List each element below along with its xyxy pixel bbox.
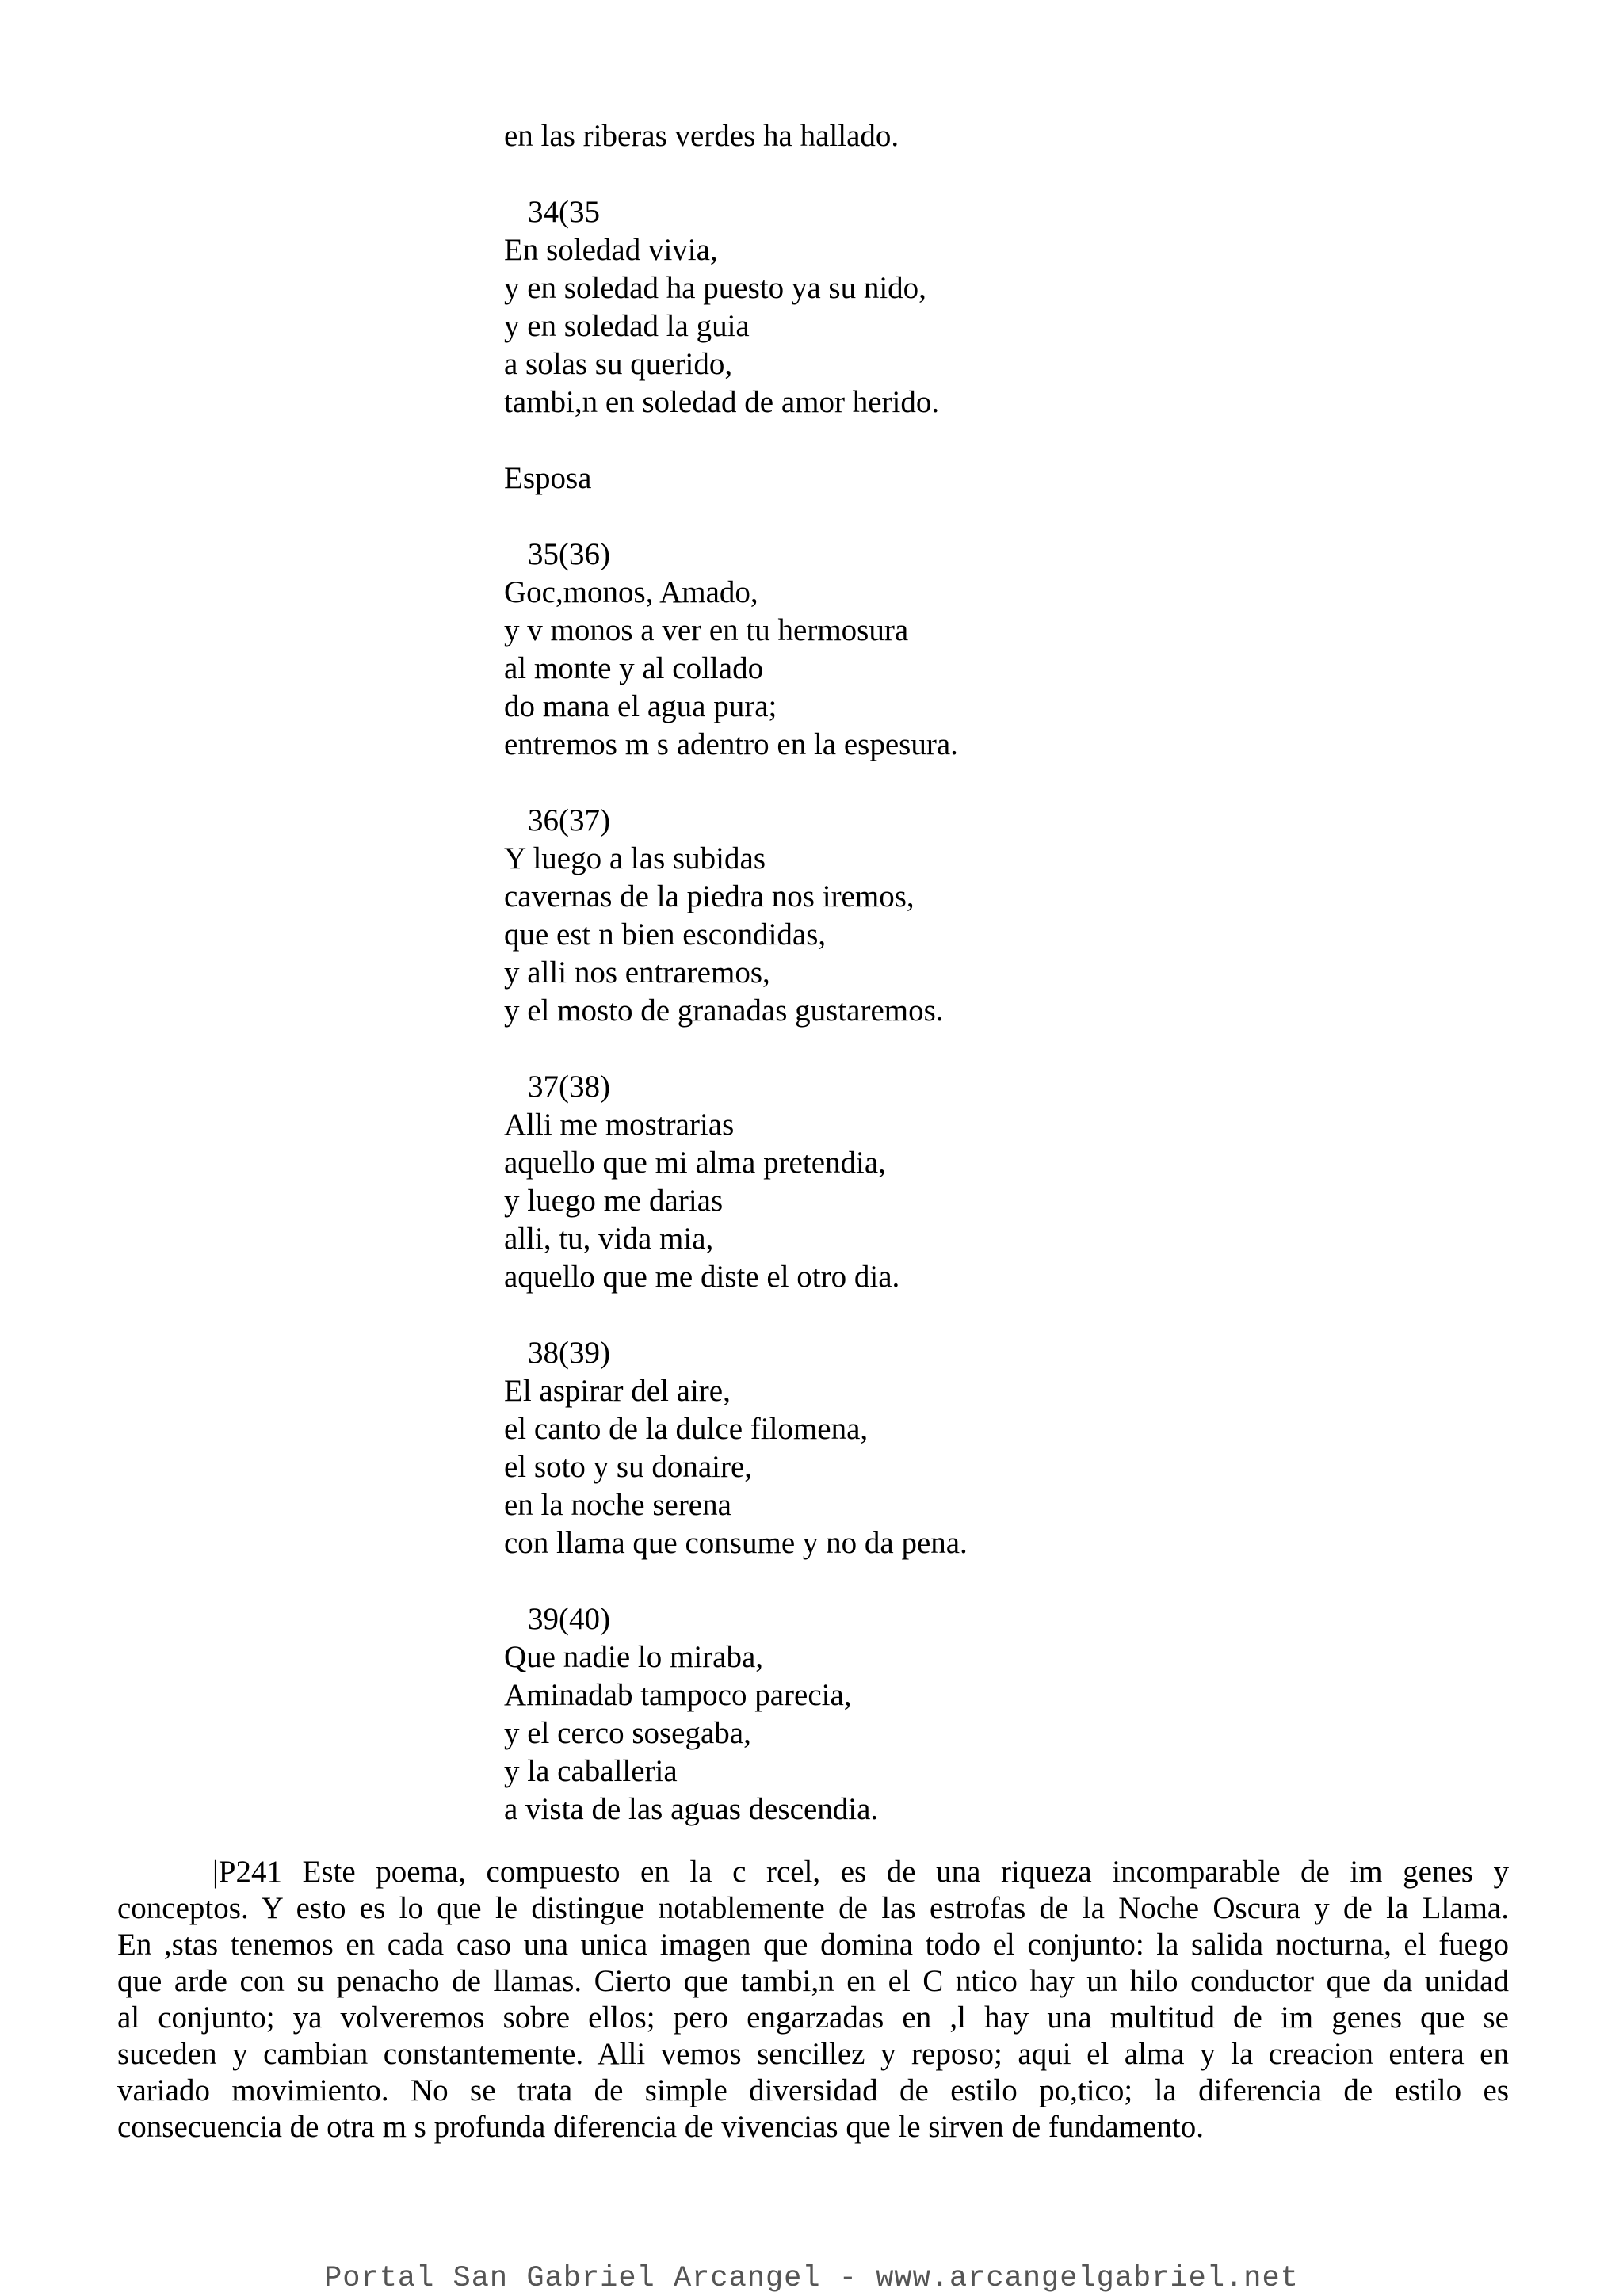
commentary-paragraph <box>117 1854 1509 2145</box>
poem-line: y la caballeria <box>504 1754 678 1788</box>
paragraph-line: |P241 Este poema, compuesto en la c rcel, es de una riqueza incomparable de im genes y <box>212 1855 1509 1889</box>
speaker-label: Esposa <box>504 461 592 495</box>
poem-line: y el mosto de granadas gustaremos. <box>504 994 944 1028</box>
paragraph-line: que arde con su penacho de llamas. Cierto que tambi,n en el C ntico hay un hilo conductor que da unidad <box>117 1964 1509 1998</box>
stanza-number: 38(39) <box>528 1336 610 1370</box>
poem-line: Y luego a las subidas <box>504 841 766 875</box>
poem-line: Goc,monos, Amado, <box>504 575 758 609</box>
stanza-number: 37(38) <box>528 1070 610 1104</box>
paragraph-line: variado movimiento. No se trata de simple diversidad de estilo po,tico; la diferencia de estilo es <box>117 2073 1509 2107</box>
stanza-number: 35(36) <box>528 537 610 571</box>
stanza-number: 36(37) <box>528 803 610 837</box>
paragraph-line: al conjunto; ya volveremos sobre ellos; pero engarzadas en ,l hay una multitud de im genes que se <box>117 2000 1509 2035</box>
poem-line: el canto de la dulce filomena, <box>504 1412 869 1446</box>
stanza-number: 34(35 <box>528 195 600 229</box>
poem-line: do mana el agua pura; <box>504 689 777 723</box>
poem-line: en la noche serena <box>504 1488 731 1522</box>
poem-line: y v monos a ver en tu hermosura <box>504 613 909 647</box>
stanza <box>504 193 1376 421</box>
stanza <box>504 1068 1376 1296</box>
stanza <box>504 1334 1376 1562</box>
poem-text <box>504 117 1376 1829</box>
poem-line: El aspirar del aire, <box>504 1374 731 1408</box>
poem-line: con llama que consume y no da pena. <box>504 1526 968 1560</box>
poem-line: Aminadab tampoco parecia, <box>504 1678 852 1712</box>
poem-line: al monte y al collado <box>504 651 764 685</box>
poem-line: el soto y su donaire, <box>504 1450 753 1484</box>
poem-line: y en soledad la guia <box>504 309 750 343</box>
stanza <box>504 536 1376 764</box>
paragraph-line: conceptos. Y esto es lo que le distingue notablemente de las estrofas de la Noche Oscura y de la Llama. <box>117 1891 1509 1925</box>
stanza <box>504 802 1376 1030</box>
poem-line: Alli me mostrarias <box>504 1108 735 1142</box>
poem-line: y alli nos entraremos, <box>504 955 770 990</box>
stanza <box>504 1600 1376 1829</box>
poem-line: En soledad vivia, <box>504 233 718 267</box>
poem-line: alli, tu, vida mia, <box>504 1222 714 1256</box>
paragraph-line: En ,stas tenemos en cada caso una unica imagen que domina todo el conjunto: la salida nocturna, el fuego <box>117 1928 1509 1962</box>
poem-line: y en soledad ha puesto ya su nido, <box>504 271 926 305</box>
poem-line: y luego me darias <box>504 1184 724 1218</box>
paragraph-line: consecuencia de otra m s profunda diferencia de vivencias que le sirven de fundamento. <box>117 2110 1204 2144</box>
paragraph-line: suceden y cambian constantemente. Alli vemos sencillez y reposo; aqui el alma y la creacion entera en <box>117 2037 1509 2071</box>
poem-line: tambi,n en soledad de amor herido. <box>504 385 940 419</box>
poem-line: a solas su querido, <box>504 347 733 381</box>
poem-line: Que nadie lo miraba, <box>504 1640 764 1674</box>
poem-line: cavernas de la piedra nos iremos, <box>504 879 915 913</box>
stanza-number: 39(40) <box>528 1602 610 1636</box>
poem-line: que est n bien escondidas, <box>504 917 827 952</box>
page-footer: Portal San Gabriel Arcangel - www.arcangelgabriel.net <box>324 2262 1299 2295</box>
poem-line: aquello que me diste el otro dia. <box>504 1260 900 1294</box>
poem-line: en las riberas verdes ha hallado. <box>504 119 899 153</box>
poem-line: aquello que mi alma pretendia, <box>504 1146 886 1180</box>
poem-line: a vista de las aguas descendia. <box>504 1792 879 1826</box>
poem-line: entremos m s adentro en la espesura. <box>504 727 958 761</box>
poem-line: y el cerco sosegaba, <box>504 1716 751 1750</box>
